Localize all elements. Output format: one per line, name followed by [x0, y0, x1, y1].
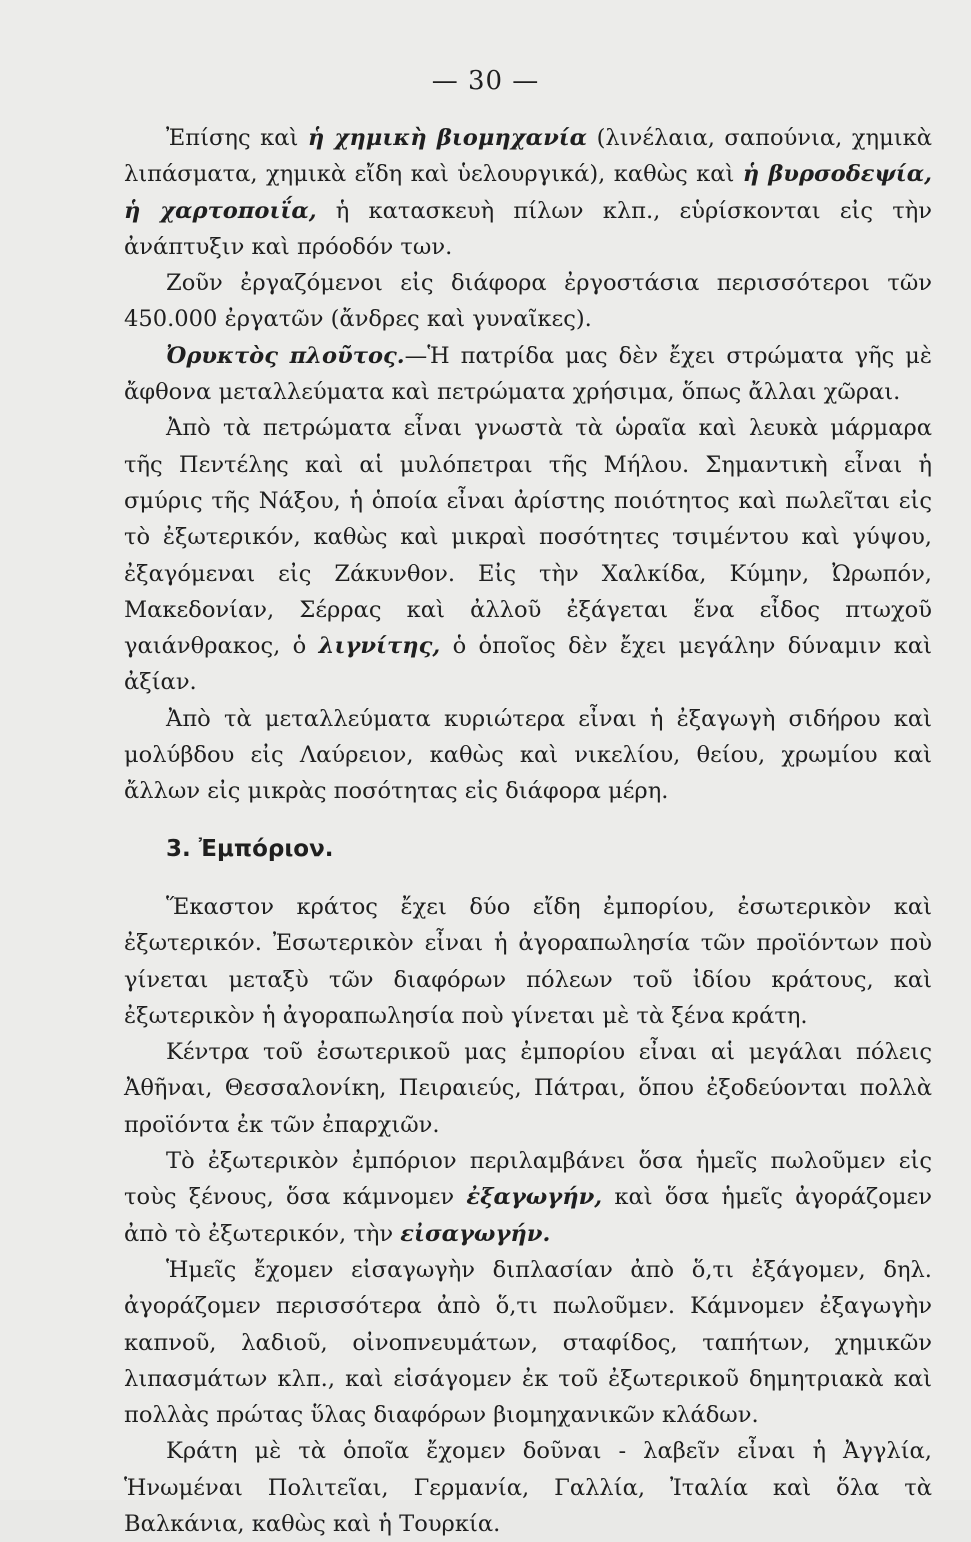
paragraph-text: (λινέλαια, σαπούνια, χημικὰ λιπάσματα, χημικὰ εἴδη καὶ ὑελουργικά), καθὼς καὶ [124, 125, 933, 188]
paragraph-text: ὁ ὁποῖος δὲν ἔχει μεγάλην δύναμιν καὶ ἀξίαν. [124, 633, 932, 696]
paragraph-rocks [124, 410, 932, 700]
emphasis-term: ἡ χημικὴ βιομηχανία [307, 125, 588, 151]
paragraph-imports-exports: Ἡμεῖς ἔχομεν εἰσαγωγὴν διπλασίαν ἀπὸ ὅ,τι ἐξάγομεν, δηλ. ἀγοράζομεν περισσότερα ἀπὸ ὅ,τι πωλοῦμεν. Κάμνομεν ἐξαγωγὴν καπνοῦ, λαδιοῦ, οἰνοπνευμάτων, σταφίδος, ταπήτων, χημικῶν λιπασμάτων κλπ., καὶ εἰσάγομεν ἐκ τοῦ ἐξωτερικοῦ δημητριακὰ καὶ πολλὰς πρώτας ὕλας διαφόρων βιομηχανικῶν κλάδων. [124, 1256, 932, 1429]
paragraph-trade-partners: Κράτη μὲ τὰ ὁποῖα ἔχομεν δοῦναι - λαβεῖν εἶναι ἡ Ἀγγλία, Ἡνωμέναι Πολιτεῖαι, Γερμανία, Γαλλία, Ἰταλία καὶ ὅλα τὰ Βαλκάνια, καθὼς καὶ ἡ Τουρκία. [124, 1438, 932, 1537]
paragraph-mineral-wealth [124, 338, 932, 411]
paragraph-text: Ἀπὸ τὰ πετρώματα εἶναι γνωστὰ τὰ ὡραῖα καὶ λευκὰ μάρμαρα τῆς Πεντέλης καὶ αἱ μυλόπετραι τῆς Μήλου. Σημαντικὴ εἶναι ἡ σμύρις τῆς Νάξου, ἡ ὁποία εἶναι ἀρίστης ποιότητος καὶ πωλεῖται εἰς τὸ ἐξωτερικόν, καθὼς καὶ μικραὶ ποσότητες τσιμέντου καὶ γύψου, ἐξαγόμεναι εἰς Ζάκυνθον. Εἰς τὴν Χαλκίδα, Κύμην, Ὠρωπόν, Μακεδονίαν, Σέρρας καὶ ἀλλοῦ ἐξάγεται ἕνα εἶδος πτωχοῦ γαιάνθρακος, ὁ [124, 415, 932, 660]
paragraph-text: Ἐπίσης καὶ [166, 125, 308, 151]
paragraph-text: ἡ κατασκευὴ πίλων κλπ., εὑρίσκονται εἰς τὴν ἀνάπτυξιν καὶ πρόοδόν των. [124, 197, 933, 260]
paragraph-external-trade [124, 1143, 932, 1252]
page-body [124, 120, 932, 1542]
emphasis-term: λιγνίτης, [318, 633, 441, 660]
paragraph-workers: Ζοῦν ἐργαζόμενοι εἰς διάφορα ἐργοστάσια περισσότεροι τῶν 450.000 ἐργατῶν (ἄνδρες καὶ γυναῖκες). [124, 270, 932, 333]
emphasis-term: ἐξαγωγήν, [466, 1184, 603, 1211]
paragraph-text: Τὸ ἐξωτερικὸν ἐμπόριον περιλαμβάνει ὅσα ἡμεῖς πωλοῦμεν εἰς τοὺς ξένους, ὅσα κάμνομεν [124, 1148, 932, 1211]
page-number: — 30 — [431, 66, 540, 96]
paragraph-metals: Ἀπὸ τὰ μεταλλεύματα κυριώτερα εἶναι ἡ ἐξαγωγὴ σιδήρου καὶ μολύβδου εἰς Λαύρειον, καθὼς καὶ νικελίου, θείου, χρωμίου καὶ ἄλλων εἰς μικρὰς ποσότητας εἰς διάφορα μέρη. [124, 705, 932, 805]
inline-heading: Ὀρυκτὸς πλοῦτος. [166, 342, 405, 369]
paragraph-trade-types: Ἕκαστον κράτος ἔχει δύο εἴδη ἐμπορίου, ἐσωτερικὸν καὶ ἐξωτερικόν. Ἐσωτερικὸν εἶναι ἡ ἀγοραπωλησία τῶν προϊόντων ποὺ γίνεται μεταξὺ τῶν διαφόρων πόλεων τοῦ ἰδίου κράτους, καὶ ἐξωτερικὸν ἡ ἀγοραπωλησία ποὺ γίνεται μὲ τὰ ξένα κράτη. [124, 893, 932, 1029]
paragraph-trade-centers: Κέντρα τοῦ ἐσωτερικοῦ μας ἐμπορίου εἶναι αἱ μεγάλαι πόλεις Ἀθῆναι, Θεσσαλονίκη, Πειραιεύς, Πάτραι, ὅπου ἐξοδεύονται πολλὰ προϊόντα ἐκ τῶν ἐπαρχιῶν. [124, 1039, 932, 1138]
emphasis-term: εἰσαγωγήν. [400, 1220, 551, 1247]
paragraph-text: καὶ ὅσα ἡμεῖς ἀγοράζομεν ἀπὸ τὸ ἐξωτερικόν, τὴν [124, 1184, 932, 1247]
section-heading: 3. Ἐμπόριον. [166, 835, 334, 862]
paragraph-chemical-industry [124, 120, 932, 265]
paragraph-text: —Ἡ πατρίδα μας δὲν ἔχει στρώματα γῆς μὲ ἄφθονα μεταλλεύματα καὶ πετρώματα χρήσιμα, ὅπως ἄλλαι χῶραι. [124, 342, 932, 406]
emphasis-term: ἡ βυρσοδεψία, ἡ χαρτοποιΐα, [124, 161, 932, 224]
